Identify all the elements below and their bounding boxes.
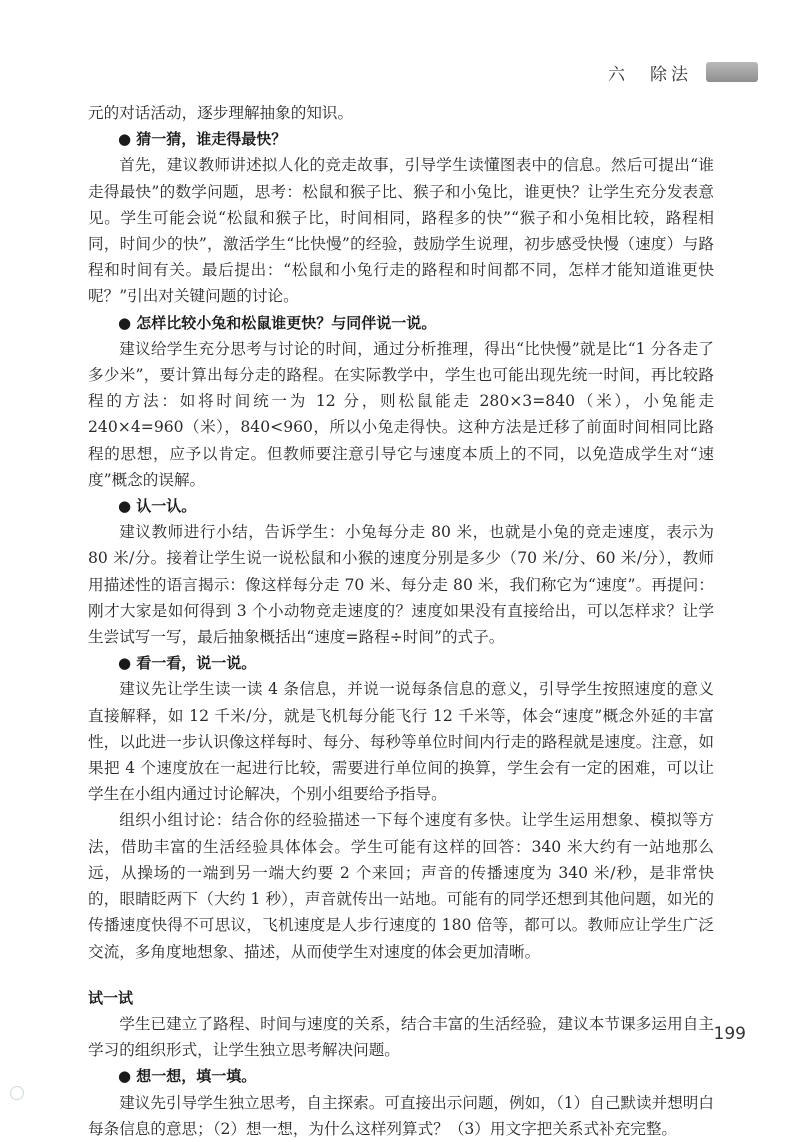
body-paragraph: 建议教师进行小结，告诉学生：小兔每分走 80 米，也就是小兔的竞走速度，表示为 80 米/分。接着让学生说一说松鼠和小猴的速度分别是多少（70 米/分、60 米/分），教师用描述性的语言揭示：像这样每分走 70 米、每分走 80 米，我们称它为“速度”。再提问：刚才大家是如何得到 3 个小动物竞走速度的？速度如果没有直接给出，可以怎样求？让学生尝试写一写，最后抽象概括出“速度=路程÷时间”的式子。	[88, 523, 714, 647]
bullet-heading: ● 想一想，填一填。	[118, 1067, 257, 1086]
body-paragraph: 建议给学生充分思考与讨论的时间，通过分析推理，得出“比快慢”就是比“1 分各走了多少米”，要计算出每分走的路程。在实际教学中，学生也可能出现先统一时间，再比较路程的方法：如将时间统一为 12 分，则松鼠能走 280×3=840（米），小兔能走 240×4=960（米），840<960，所以小兔走得快。这种方法是迁移了前面时间相同比路程的思想，应予以肯定。但教师要注意引导它与速度本质上的不同，以免造成学生对“速度”概念的误解。	[88, 339, 714, 489]
bullet-heading: ● 看一看，说一说。	[118, 654, 257, 673]
watermark-logo-icon	[10, 1086, 24, 1100]
bullet-heading: ● 认一认。	[118, 497, 197, 516]
body-paragraph: 建议先引导学生独立思考，自主探索。可直接出示问题，例如，（1）自己默读并想明白每条信息的意思；（2）想一想，为什么这样列算式？（3）用文字把关系式补充完整。	[88, 1093, 714, 1138]
body-paragraph: 学生已建立了路程、时间与速度的关系，结合丰富的生活经验，建议本节课多运用自主学习的组织形式，让学生独立思考解决问题。	[88, 1014, 714, 1060]
chapter-tab-decoration	[706, 62, 758, 82]
bullet-heading: ● 怎样比较小兔和松鼠谁更快？与同伴说一说。	[118, 313, 437, 332]
section-heading: 试一试	[88, 988, 134, 1007]
chapter-title: 六 除法	[608, 64, 692, 85]
section-spacer	[88, 965, 714, 985]
bullet-heading: ● 猜一猜，谁走得最快？	[118, 130, 287, 149]
body-paragraph: 组织小组讨论：结合你的经验描述一下每个速度有多快。让学生运用想象、模拟等方法，借助丰富的生活经验具体体会。学生可能有这样的回答：340 米大约有一站地那么远，从操场的一端到另一端大约要 2 个来回；声音的传播速度为 340 米/秒，是非常快的，眼睛眨两下（大约 1 秒），声音就传出一站地。可能有的同学还想到其他问题，如光的传播速度快得不可思议，飞机速度是人步行速度的 180 倍等，都可以。教师应让学生广泛交流，多角度地想象、描述，从而使学生对速度的体会更加清晰。	[88, 811, 714, 961]
body-paragraph: 首先，建议教师讲述拟人化的竞走故事，引导学生读懂图表中的信息。然后可提出“谁走得最快”的数学问题，思考：松鼠和猴子比、猴子和小兔比，谁更快？让学生充分发表意见。学生可能会说“松鼠和猴子比，时间相同，路程多的快”“猴子和小兔相比较，路程相同，时间少的快”，激活学生“比快慢”的经验，鼓励学生说理，初步感受快慢（速度）与路程和时间有关。最后提出：“松鼠和小兔行走的路程和时间都不同，怎样才能知道谁更快呢？”引出对关键问题的讨论。	[88, 156, 714, 306]
chapter-header	[608, 58, 758, 86]
page-body	[88, 100, 714, 1142]
page-number: 199	[713, 1024, 746, 1044]
body-paragraph: 建议先让学生读一读 4 条信息，并说一说每条信息的意义，引导学生按照速度的意义直接解释，如 12 千米/分，就是飞机每分能飞行 12 千米等，体会“速度”概念外延的丰富性，以此进一步认识像这样每时、每分、每秒等单位时间内行走的路程就是速度。注意，如果把 4 个速度放在一起进行比较，需要进行单位间的换算，学生会有一定的困难，可以让学生在小组内通过讨论解决，个别小组要给予指导。	[88, 680, 714, 804]
body-paragraph: 元的对话活动，逐步理解抽象的知识。	[88, 104, 354, 122]
publisher-watermark	[10, 1086, 64, 1100]
